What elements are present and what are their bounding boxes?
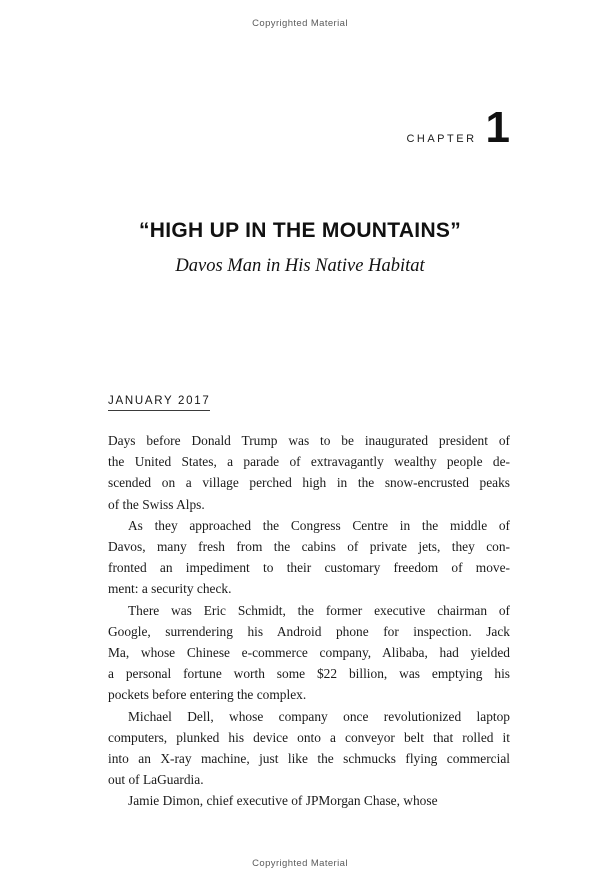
body-line: Michael Dell, whose company once revolutionized laptop [128, 708, 510, 724]
chapter-number: 1 [485, 103, 510, 152]
paragraph [108, 600, 510, 706]
body-line: Days before Donald Trump was to be inaugurated president of [108, 433, 510, 448]
body-line: scended on a village perched high in the snow-encrusted peaks [108, 475, 510, 491]
body-line: Ma, whose Chinese e-commerce company, Alibaba, had yielded [108, 645, 510, 661]
body-text [108, 430, 510, 812]
chapter-heading [406, 103, 510, 152]
body-line: fronted an impediment to their customary freedom of move- [108, 560, 510, 576]
body-line: computers, plunked his device onto a conveyor belt that rolled it [108, 729, 510, 745]
copyright-notice-bottom: Copyrighted Material [252, 858, 348, 869]
paragraph [108, 790, 510, 811]
body-line: ment: a security check. [108, 581, 232, 597]
paragraph [108, 515, 510, 600]
paragraph [108, 430, 510, 515]
chapter-subtitle: Davos Man in His Native Habitat [175, 256, 425, 276]
body-line: of the Swiss Alps. [108, 496, 205, 512]
section-heading: JANUARY 2017 [108, 395, 210, 411]
body-line: Davos, many fresh from the cabins of private jets, they con- [108, 539, 510, 555]
body-line: As they approached the Congress Centre in the middle of [128, 517, 510, 533]
chapter-title: “HIGH UP IN THE MOUNTAINS” [138, 219, 462, 242]
copyright-notice-top: Copyrighted Material [252, 18, 348, 29]
body-line: Jamie Dimon, chief executive of JPMorgan Chase, whose [128, 793, 438, 809]
body-line: pockets before entering the complex. [108, 687, 307, 703]
body-line: a personal fortune worth some $22 billion, was emptying his [108, 666, 510, 682]
body-line: the United States, a parade of extravagantly wealthy people de- [108, 454, 510, 470]
body-line: out of LaGuardia. [108, 772, 204, 788]
section-heading-wrap [108, 391, 210, 411]
body-line: into an X-ray machine, just like the schmucks flying commercial [108, 751, 510, 767]
paragraph [108, 706, 510, 791]
body-line: Google, surrendering his Android phone for inspection. Jack [108, 623, 510, 639]
body-line: There was Eric Schmidt, the former executive chairman of [128, 602, 510, 618]
chapter-label: CHAPTER [406, 133, 477, 145]
